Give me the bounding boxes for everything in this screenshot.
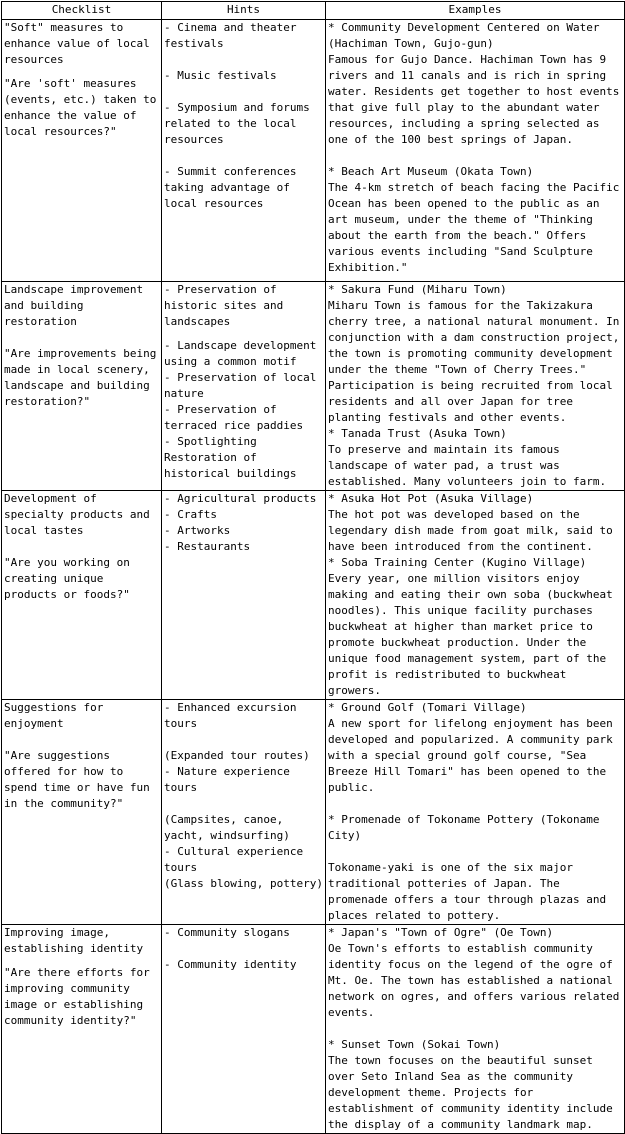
hint-item: Restoration of historical buildings <box>164 451 297 480</box>
table-row <box>2 700 625 925</box>
hints-cell <box>162 700 326 925</box>
check-title: Improving image, establishing identity <box>4 926 144 955</box>
hint-item: - Nature experience tours <box>164 765 290 794</box>
hint-item: - Cinema and theater festivals <box>164 21 297 50</box>
examples-cell <box>326 20 625 282</box>
example-text: Oe Town's efforts to establish community identity focus on the legend of the ogre of Mt. Oe. The town has established a national network on ogres, and offers various related events. <box>328 942 620 1019</box>
hint-item: - Community slogans <box>164 926 290 939</box>
example-title: * Beach Art Museum (Okata Town) <box>328 165 534 178</box>
examples-cell <box>326 491 625 700</box>
hints-cell <box>162 282 326 491</box>
example-text: The 4-km stretch of beach facing the Pacific Ocean has been opened to the public as an art museum, under the theme of "Thinking about the earth from the beach." Offers various events including "Sand Sculpture Exhibition." <box>328 181 620 274</box>
hint-item: - Cultural experience tours <box>164 845 304 874</box>
hint-item: - Preservation of historic sites and landscapes <box>164 283 284 328</box>
checklist-cell <box>2 491 162 700</box>
hint-item: - Symposium and forums related to the local resources <box>164 101 310 146</box>
table-row <box>2 491 625 700</box>
hint-item: - Landscape development using a common motif <box>164 339 317 368</box>
examples-cell <box>326 925 625 1134</box>
check-title: Development of specialty products and local tastes <box>4 492 150 537</box>
example-text: Miharu Town is famous for the Takizakura cherry tree, a national natural monument. In conjunction with a dam construction project, the town is promoting community development under the theme "Town of Cherry Trees." Participation is being recruited from local residents and all over Japan for tree planting festivals and other events. <box>328 299 620 424</box>
example-title: * Japan's "Town of Ogre" (Oe Town) <box>328 926 554 939</box>
checklist-cell <box>2 282 162 491</box>
hint-item: - Agricultural products <box>164 492 317 505</box>
check-question: "Are suggestions offered for how to spend time or have fun in the community?" <box>4 749 150 810</box>
check-question: "Are there efforts for improving community image or establishing community identity?" <box>4 966 150 1027</box>
example-text: Every year, one million visitors enjoy making and eating their own soba (buckwheat noodles). This unique facility purchases buckwheat at higher than market price to promote buckwheat production. Under the unique food management system, part of the profit is redistributed to buckwheat growers. <box>328 572 613 697</box>
hint-item: - Spotlighting <box>164 435 257 448</box>
example-text: Famous for Gujo Dance. Hachiman Town has 9 rivers and 11 canals and is rich in spring water. Residents get together to host events that give full play to the abundant water resources, including a spring selected as one of the 100 best springs of Japan. <box>328 53 620 146</box>
hint-item: - Summit conferences taking advantage of local resources <box>164 165 297 210</box>
example-title: * Community Development Centered on Water (Hachiman Town, Gujo-gun) <box>328 21 600 50</box>
example-text: A new sport for lifelong enjoyment has been developed and popularized. A community park with a special ground golf course, "Sea Breeze Hill Tomari" has been opened to the public. <box>328 717 613 794</box>
examples-cell <box>326 282 625 491</box>
table-row <box>2 20 625 282</box>
hint-item: (Glass blowing, pottery) <box>164 877 323 890</box>
hint-item: - Restaurants <box>164 540 251 553</box>
hint-item: - Preservation of local nature <box>164 371 317 400</box>
example-text: To preserve and maintain its famous landscape of water pad, a trust was established. Many volunteers join to farm. <box>328 443 607 488</box>
header-examples: Examples <box>326 2 625 20</box>
checklist-cell <box>2 700 162 925</box>
hint-item: - Community identity <box>164 958 297 971</box>
example-text: Tokoname-yaki is one of the six major traditional potteries of Japan. The promenade offers a tour through plazas and places related to pottery. <box>328 861 607 922</box>
check-title: "Soft" measures to enhance value of local resources <box>4 21 150 66</box>
example-text: The town focuses on the beautiful sunset over Seto Inland Sea as the community development theme. Projects for establishment of community identity include the display of a community landmark map. <box>328 1054 613 1131</box>
hint-item: - Enhanced excursion tours <box>164 701 297 730</box>
example-title: * Asuka Hot Pot (Asuka Village) <box>328 492 534 505</box>
example-title: * Ground Golf (Tomari Village) <box>328 701 527 714</box>
example-title: * Soba Training Center (Kugino Village) <box>328 556 587 569</box>
checklist-table <box>1 1 625 1134</box>
example-title: * Promenade of Tokoname Pottery (Tokoname City) <box>328 813 600 842</box>
hints-cell <box>162 20 326 282</box>
examples-cell <box>326 700 625 925</box>
header-row <box>2 2 625 20</box>
example-title: * Sakura Fund (Miharu Town) <box>328 283 507 296</box>
check-question: "Are 'soft' measures (events, etc.) taken to enhance the value of local resources?" <box>4 77 157 138</box>
header-checklist: Checklist <box>2 2 162 20</box>
example-text: The hot pot was developed based on the legendary dish made from goat milk, said to have been introduced from the continent. <box>328 508 613 553</box>
check-title: Landscape improvement and building restoration <box>4 283 144 328</box>
check-question: "Are you working on creating unique products or foods?" <box>4 556 130 601</box>
hint-item: - Preservation of terraced rice paddies <box>164 403 304 432</box>
table-row <box>2 282 625 491</box>
check-title: Suggestions for enjoyment <box>4 701 104 730</box>
checklist-cell <box>2 20 162 282</box>
example-title: * Tanada Trust (Asuka Town) <box>328 427 507 440</box>
hint-item: - Crafts <box>164 508 217 521</box>
checklist-cell <box>2 925 162 1134</box>
table-row <box>2 925 625 1134</box>
hints-cell <box>162 925 326 1134</box>
check-question: "Are improvements being made in local scenery, landscape and building restoration?" <box>4 347 157 408</box>
header-hints: Hints <box>162 2 326 20</box>
hint-item: (Campsites, canoe, yacht, windsurfing) <box>164 813 290 842</box>
example-title: * Sunset Town (Sokai Town) <box>328 1038 501 1051</box>
hint-item: - Artworks <box>164 524 231 537</box>
hint-item: (Expanded tour routes) <box>164 749 310 762</box>
hint-item: - Music festivals <box>164 69 277 82</box>
hints-cell <box>162 491 326 700</box>
